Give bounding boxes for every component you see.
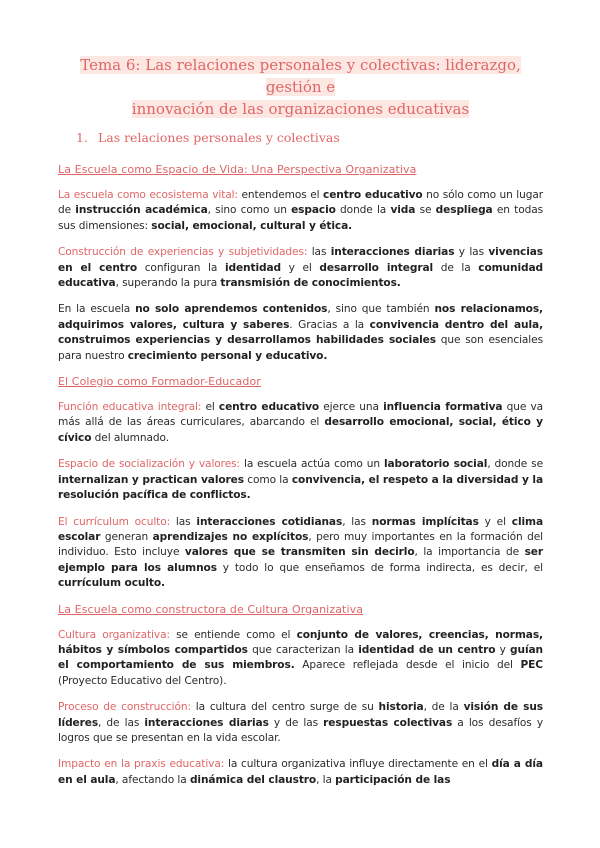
paragraph-lead: Cultura organizativa: xyxy=(58,628,170,641)
title-line-1: Tema 6: Las relaciones personales y colectivas: liderazgo, gestión e xyxy=(80,56,521,96)
section-number: 1. xyxy=(76,130,88,145)
title-line-2: innovación de las organizaciones educativas xyxy=(131,100,470,118)
paragraph-cultura-organizativa: Cultura organizativa: se entiende como el conjunto de valores, creencias, normas, hábitos y símbolos compartidos que caracterizan la identidad de un centro y guían el comportamiento de sus miembros. Aparece reflejada desde el inicio del PEC (Proyecto Educativo del Centro). xyxy=(58,628,543,687)
paragraph-lead: Construcción de experiencias y subjetividades: xyxy=(58,246,308,259)
paragraph-socializacion: Espacio de socialización y valores: la escuela actúa como un laboratorio social, donde se internalizan y practican valores como la convivencia, el respeto a la diversidad y la resolución pacífica de conflictos. xyxy=(58,458,543,502)
paragraph-lead: La escuela como ecosistema vital: xyxy=(58,189,238,201)
paragraph-lead: El currículum oculto: xyxy=(58,515,171,528)
document-title xyxy=(58,54,543,120)
paragraph-lead: Impacto en la praxis educativa: xyxy=(58,758,225,771)
paragraph-proceso-construccion: Proceso de construcción: la cultura del centro surge de su historia, de la visión de sus líderes, de las interacciones diarias y de las respuestas colectivas a los desafíos y logros que se presentan en la vida escolar. xyxy=(58,701,544,744)
paragraph-ecosistema: La escuela como ecosistema vital: entendemos el centro educativo no sólo como un lugar de instrucción académica, sino como un espacio donde la vida se despliega en todas sus dimensiones: social, emocional, cultural y ética. xyxy=(58,189,544,232)
subsection-heading-vida: La Escuela como Espacio de Vida: Una Perspectiva Organizativa xyxy=(58,163,417,176)
paragraph-lead: Función educativa integral: xyxy=(58,401,202,414)
paragraph-impacto-praxis: Impacto en la praxis educativa: la cultura organizativa influye directamente en el día a día en el aula, afectando la dinámica del claustro, la participación de las xyxy=(58,758,543,786)
subsection-heading-cultura: La Escuela como constructora de Cultura Organizativa xyxy=(58,602,364,616)
paragraph-lead: Espacio de socialización y valores: xyxy=(58,458,241,471)
paragraph-en-la-escuela: En la escuela no solo aprendemos contenidos, sino que también nos relacionamos, adquirimos valores, cultura y saberes. Gracias a la convivencia dentro del aula, construimos experiencias y desarrollamos habilidades sociales que son esenciales para nuestro crecimiento personal y educativo. xyxy=(58,303,543,362)
section-heading-1 xyxy=(76,130,543,145)
section-label: Las relaciones personales y colectivas xyxy=(97,130,340,145)
paragraph-experiencias: Construcción de experiencias y subjetividades: las interacciones diarias y las vivencias en el centro configuran la identidad y el desarrollo integral de la comunidad educativa, superando la pura transmisión de conocimientos. xyxy=(58,246,543,290)
paragraph-lead: Proceso de construcción: xyxy=(58,701,191,714)
paragraph-curriculum-oculto: El currículum oculto: las interacciones cotidianas, las normas implícitas y el clima escolar generan aprendizajes no explícitos, pero muy importantes en la formación del individuo. Esto incluye valores que se transmiten sin decirlo, la importancia de ser ejemplo para los alumnos y todo lo que enseñamos de forma indirecta, es decir, el currículum oculto. xyxy=(58,515,543,590)
paragraph-funcion-educativa: Función educativa integral: el centro educativo ejerce una influencia formativa que va más allá de las áreas curriculares, abarcando el desarrollo emocional, social, ético y cívico del alumnado. xyxy=(58,401,544,444)
subsection-heading-formador: El Colegio como Formador-Educador xyxy=(58,375,261,389)
